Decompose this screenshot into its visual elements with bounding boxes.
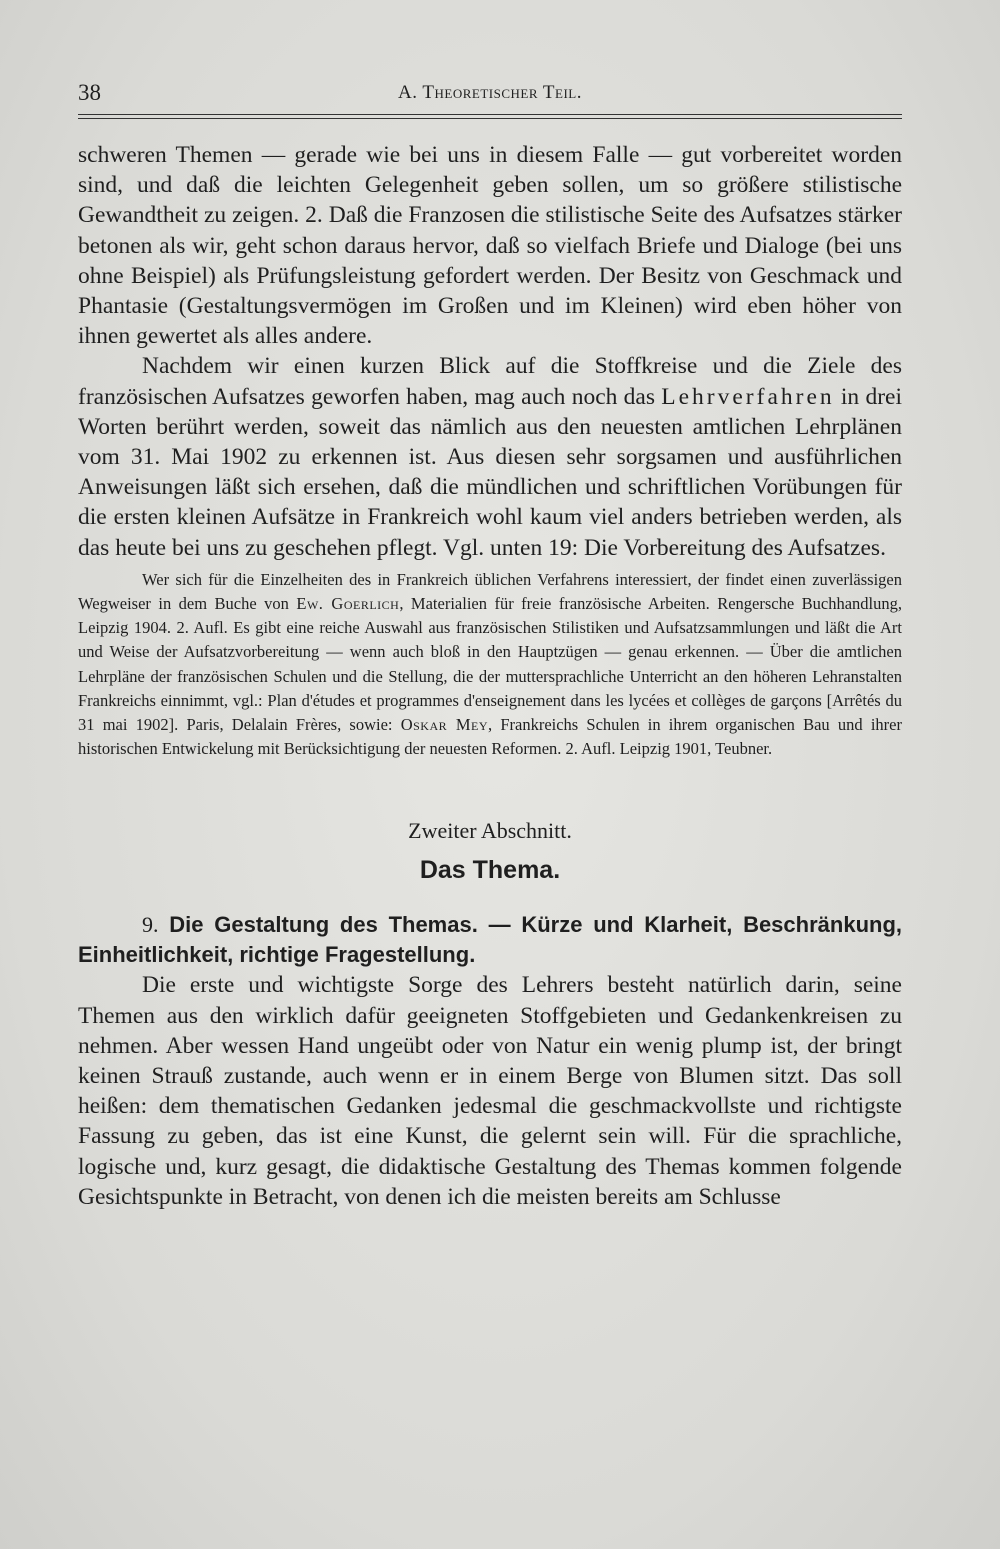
paragraph-text: in drei Worten berührt werden, soweit das nämlich aus den neuesten amtlichen Lehrplänen vom 31. Mai 1902 zu erkennen ist. Aus diesen sehr sorgsamen und ausführlichen Anweisungen läßt sich ersehen, daß die mündlichen und schriftlichen Vorübungen für die ersten kleinen Aufsätze in Frankreich wohl kaum viel anders betrieben werden, als das heute bei uns zu geschehen pflegt. Vgl. unten 19: Die Vorbereitung des Aufsatzes.: [78, 383, 902, 561]
emphasized-term: Lehrverfahren: [661, 383, 835, 410]
author-name: Ew. Goerlich: [296, 594, 400, 614]
paragraph-text: Nachdem wir einen kurzen Blick auf die Stoffkreise und die Ziele des französischen Aufsatzes geworfen haben, mag auch noch das: [78, 353, 902, 410]
paragraph-lehrverfahren: [78, 351, 902, 562]
section-title: Das Thema.: [419, 856, 561, 885]
header-rule: [78, 114, 902, 115]
subsection-heading: [78, 910, 902, 970]
header-rule-second: [78, 118, 902, 119]
running-head: A. Theoretischer Teil.: [398, 82, 582, 103]
note-text: , Frankreichs Schulen in ihrem organischen Bau und ihrer historischen Entwickelung mit Berücksichtigung der neuesten Reformen. 2. Aufl. Leipzig 1901, Teubner.: [78, 715, 902, 759]
section-label: Zweiter Abschnitt.: [408, 818, 572, 844]
page-header: [78, 80, 902, 110]
small-print-note: [78, 568, 902, 762]
heading-number: 9.: [142, 912, 159, 938]
heading-text: Die Gestaltung des Themas. — Kürze und Klarheit, Beschränkung, Einheitlichkeit, richtige Fragestellung.: [78, 912, 902, 968]
note-text: , Materialien für freie französische Arbeiten. Rengersche Buchhandlung, Leipzig 1904. 2. Aufl. Es gibt eine reiche Auswahl aus französischen Stilistiken und Aufsatzsammlungen und läßt die Art und Weise der Aufsatzvorbereitung — wenn auch bloß in den Hauptzügen — genau erkennen. — Über die amtlichen Lehrpläne der französischen Schulen und die Stellung, die der muttersprachliche Unterricht an den höheren Lehranstalten Frankreichs einnimmt, vgl.: Plan d'études et programmes d'enseignement dans les lycées et collèges de garçons [Arrêtés du 31 mai 1902]. Paris, Delalain Frères, sowie:: [78, 594, 902, 735]
author-name: Oskar Mey: [400, 715, 488, 735]
paragraph-gestaltung: Die erste und wichtigste Sorge des Lehrers besteht natürlich darin, seine Themen aus den wirklich dafür geeigneten Stoffgebieten und Gedankenkreisen zu nehmen. Aber wessen Hand ungeübt oder von Natur ein wenig plump ist, der bringt keinen Strauß zustande, auch wenn er in einem Berge von Blumen sitzt. Das soll heißen: dem thematischen Gedanken jedesmal die geschmackvollste und richtigste Fassung zu geben, das ist eine Kunst, die gelernt sein will. Für die sprachliche, logische und, kurz gesagt, die didaktische Gestaltung des Themas kommen folgende Gesichtspunkte in Betracht, von denen ich die meisten bereits am Schlusse: [78, 972, 902, 1210]
note-text: Wer sich für die Einzelheiten des in Frankreich üblichen Verfahrens interessiert, der findet einen zuverlässigen Wegweiser in dem Buche von: [78, 569, 902, 614]
paragraph-continued: schweren Themen — gerade wie bei uns in diesem Falle — gut vorbereitet worden sind, und daß die leichten Gelegenheit geben sollen, um so größere stilistische Gewandtheit zu zeigen. 2. Daß die Franzosen die stilistische Seite des Aufsatzes stärker betonen als wir, geht schon daraus hervor, daß so vielfach Briefe und Dialoge (bei uns ohne Beispiel) als Prüfungsleistung gefordert werden. Der Besitz von Geschmack und Phantasie (Gestaltungsvermögen im Großen und im Kleinen) wird eben höher von ihnen gewertet als alles andere.: [78, 142, 902, 350]
page-number: 38: [78, 80, 101, 105]
page-body: [78, 140, 902, 1212]
